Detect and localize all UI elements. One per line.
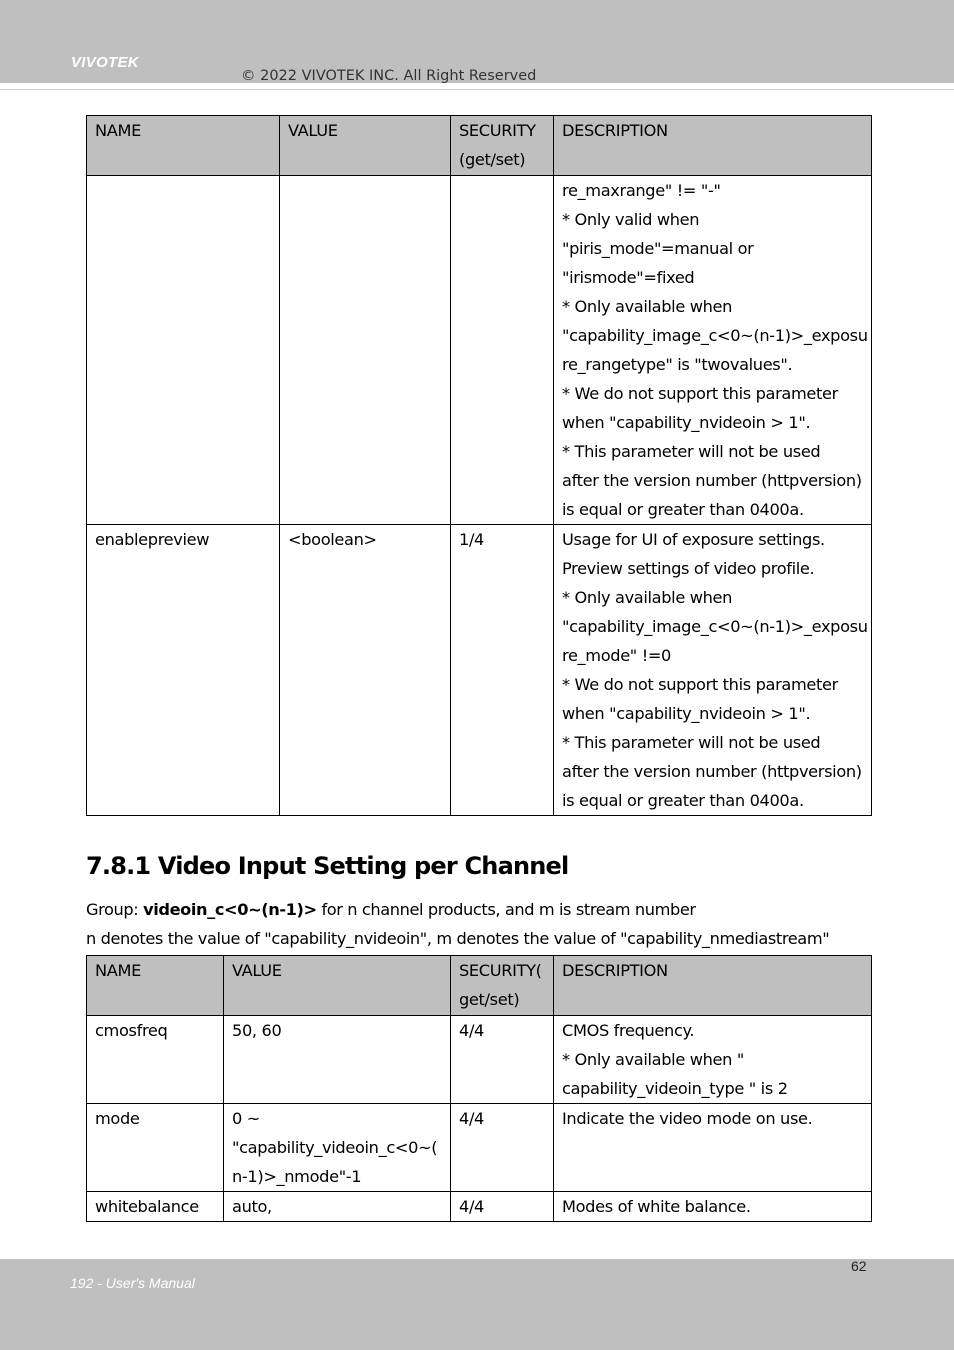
cell-name: mode [87, 1104, 224, 1192]
cell-security: 4/4 [451, 1104, 554, 1192]
header-description: DESCRIPTION [554, 116, 872, 176]
header-security: SECURITY( get/set) [451, 956, 554, 1016]
header-divider [0, 89, 954, 90]
cell-description: re_maxrange" != "-" * Only valid when "piris_mode"=manual or "irismode"=fixed * Only available when "capability_image_c<0~(n-1)>_exposu re_rangetype" is "twovalues". * We do not support this parameter when "capability_nvideoin > 1". * This parameter will not be used after the version number (httpversion) is equal or greater than 0400a. [554, 176, 872, 525]
cell-security: 4/4 [451, 1016, 554, 1104]
header-name: NAME [87, 116, 280, 176]
header-name: NAME [87, 956, 224, 1016]
table-header-row [87, 956, 872, 1016]
cell-name: enablepreview [87, 525, 280, 816]
page-number: 62 [851, 1258, 867, 1274]
cell-description: Indicate the video mode on use. [554, 1104, 872, 1192]
manual-page-label: 192 - User's Manual [70, 1275, 195, 1291]
group-name: videoin_c<0~(n-1)> [143, 900, 317, 919]
group-description [86, 900, 696, 919]
cell-description: Usage for UI of exposure settings. Preview settings of video profile. * Only available when "capability_image_c<0~(n-1)>_exposu re_mode" !=0 * We do not support this parameter when "capability_nvideoin > 1". * This parameter will not be used after the version number (httpversion) is equal or greater than 0400a. [554, 525, 872, 816]
cell-value: 0 ~ "capability_videoin_c<0~( n-1)>_nmode"-1 [224, 1104, 451, 1192]
table-row [87, 1192, 872, 1222]
cell-security [451, 176, 554, 525]
cell-name [87, 176, 280, 525]
header-security: SECURITY (get/set) [451, 116, 554, 176]
table-row [87, 1016, 872, 1104]
cell-value: <boolean> [280, 525, 451, 816]
parameter-table-exposure [86, 115, 872, 816]
table-row [87, 176, 872, 525]
cell-description: Modes of white balance. [554, 1192, 872, 1222]
header-value: VALUE [280, 116, 451, 176]
table-row [87, 1104, 872, 1192]
cell-security: 4/4 [451, 1192, 554, 1222]
cell-description: CMOS frequency. * Only available when " capability_videoin_type " is 2 [554, 1016, 872, 1104]
cell-value: 50, 60 [224, 1016, 451, 1104]
header-description: DESCRIPTION [554, 956, 872, 1016]
cell-value: auto, [224, 1192, 451, 1222]
table-header-row [87, 116, 872, 176]
copyright-notice: © 2022 VIVOTEK INC. All Right Reserved [241, 68, 537, 84]
brand-logo-text: VIVOTEK [71, 54, 139, 71]
page-footer [0, 1259, 954, 1350]
group-prefix: Group: [86, 900, 144, 919]
group-suffix: for n channel products, and m is stream number [316, 900, 696, 919]
cell-security: 1/4 [451, 525, 554, 816]
header-value: VALUE [224, 956, 451, 1016]
section-heading: 7.8.1 Video Input Setting per Channel [86, 852, 569, 880]
cell-name: cmosfreq [87, 1016, 224, 1104]
cell-name: whitebalance [87, 1192, 224, 1222]
table-row [87, 525, 872, 816]
parameter-table-videoin [86, 955, 872, 1222]
cell-value [280, 176, 451, 525]
group-note: n denotes the value of "capability_nvideoin", m denotes the value of "capability_nmediastream" [86, 929, 830, 948]
